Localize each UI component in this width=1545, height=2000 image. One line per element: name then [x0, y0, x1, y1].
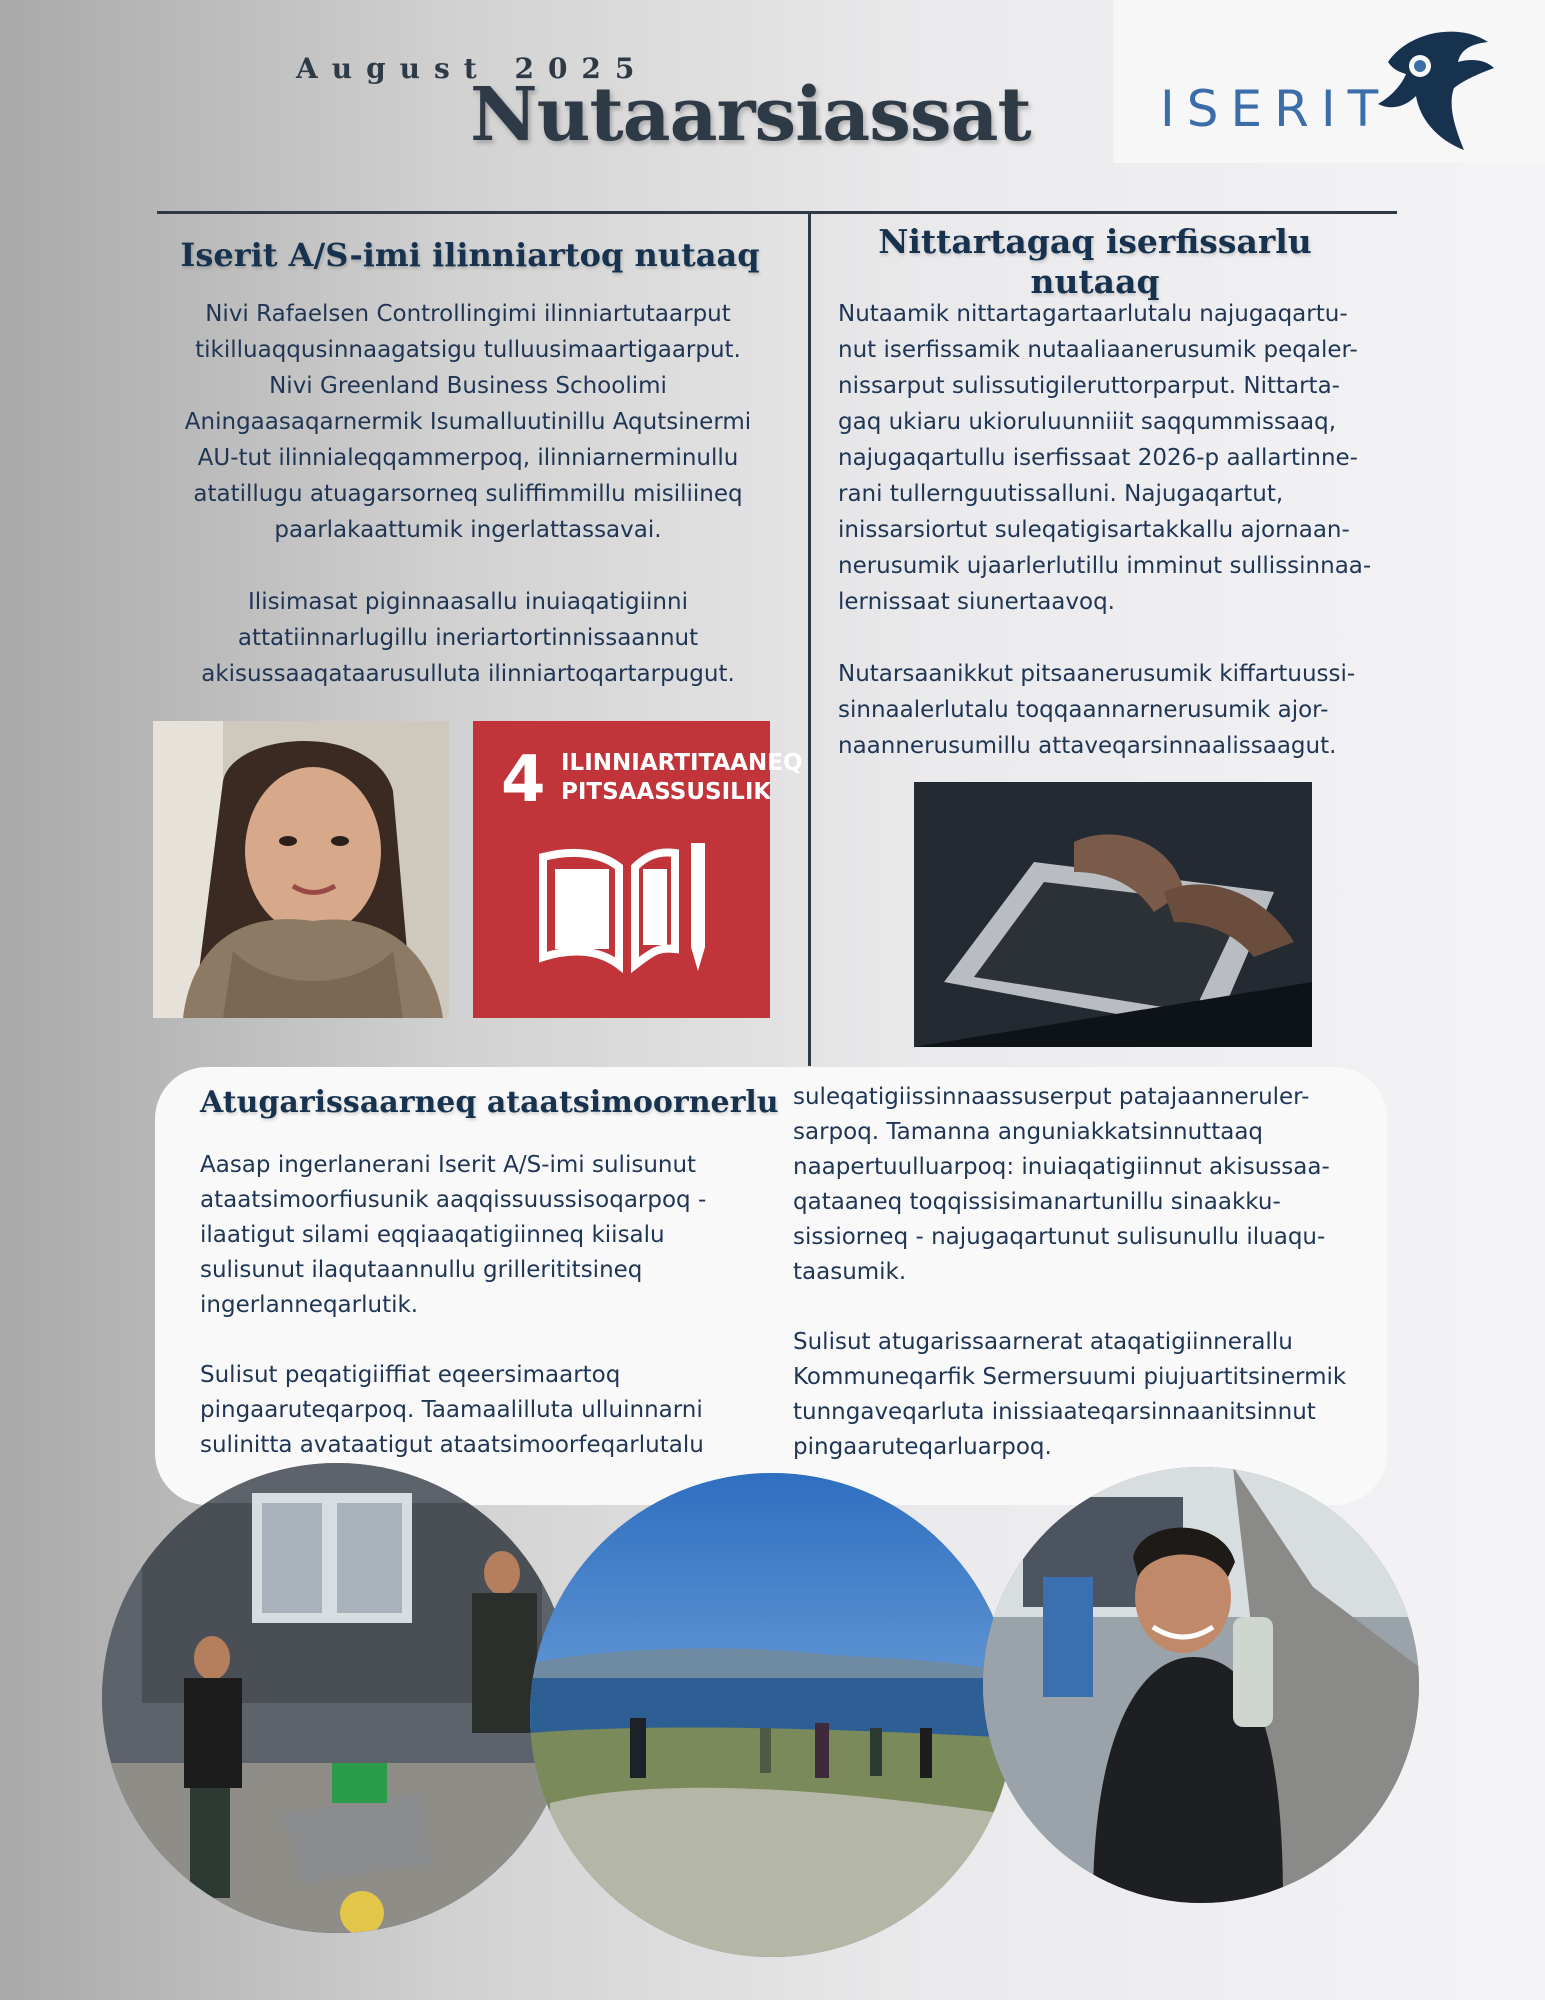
right-article-heading: Nittartagaq iserfissarlu nutaaq [878, 222, 1312, 301]
column-divider [808, 214, 811, 1066]
bottom-article-body-right: suleqatigiissinnaassuserput patajaanneruler- sarpoq. Tamanna anguniakkatsinnuttaaq naapertuulluarpoq: inuiaqatigiinnut akisussaa- qataaneq toqqissisimanartunillu sinaakku- sissiorneq - najugaqartunut sulisunullu iluaqu- taasumik. Sulisut atugarissaarnerat ataqatigiinnerallu Kommuneqarfik Sermersuumi piujuartitsinermik tunngaveqarluta inissiaateqarsinnaanitsinnut pingaaruteqarluarpoq. [793, 1084, 1347, 1460]
sdg-number: 4 [501, 743, 546, 817]
coast-group-illustration [530, 1473, 1014, 1957]
issue-date: August 2025 [296, 52, 649, 85]
portrait-illustration [153, 721, 449, 1018]
laptop-typing-photo [914, 782, 1312, 1047]
cleanup-photo-2 [530, 1473, 1014, 1957]
bottom-article-heading: Atugarissaarneq ataatsimoornerlu [200, 1085, 779, 1120]
laptop-illustration [914, 782, 1312, 1047]
cleanup-photo-3 [983, 1467, 1419, 1903]
book-pencil-icon [535, 839, 715, 979]
cleanup-photo-1 [102, 1463, 572, 1933]
workers-wheelbarrow-illustration [102, 1463, 572, 1933]
left-article-heading: Iserit A/S-imi ilinniartoq nutaaq [180, 236, 760, 274]
newsletter-title: Nutaarsiassat [470, 72, 1031, 158]
right-article-body: Nutaamik nittartagartaarlutalu najugaqartu- nut iserfissamik nutaaliaanerusumik peqaler- nissarput sulissutigileruttorparput. Nittarta- gaq ukiaru ukioruluunniiit saqqummissaaq, najugaqartullu iserfissaat 2026-p aallartinne- rani tullernguutissalluni. Najugaqartut, inissarsiortut suleqatigisartakkallu ajornaan- nerusumik ujaarlerlutillu imminut sullissinnaa- lernissaat siunertaavoq. Nutarsaanikkut pitsaanerusumik kiffartuussi- sinnaalerlutalu toqqaannarnerusumik ajor- naannerusumillu attaveqarsinnaalissaagut. [838, 301, 1372, 759]
top-rule [157, 211, 1397, 214]
logo-wordmark: ISERIT [1160, 80, 1391, 138]
student-portrait-photo [153, 721, 449, 1018]
iserit-logo-icon [1368, 22, 1498, 154]
sdg-goal-4-tile [473, 721, 803, 1018]
left-article-body: Nivi Rafaelsen Controllingimi ilinniartutaarput tikilluaqqusinnaagatsigu tulluusimaartigaarput. Nivi Greenland Business Schoolimi Aningaasaqarnermik Isumalluutinillu Aqutsinermi AU-tut ilinnialeqqammerpoq, ilinniarnerminullu atatillugu atuagarsorneq suliffimmillu misiliineq paarlakaattumik ingerlattassavai. Ilisimasat piginnaasallu inuiaqatigiinni attatiinnarlugillu ineriartortinnissaannut akisussaaqataarusulluta ilinniartoqartarpugut. [184, 301, 752, 687]
sdg-label: ILINNIARTITAANEQ PITSAASSUSILIK [561, 750, 803, 805]
woman-collecting-illustration [983, 1467, 1419, 1903]
bottom-article-body-left: Aasap ingerlanerani Iserit A/S-imi sulisunut ataatsimoorfiusunik aaqqissuussisoqarpoq - ilaatigut silami eqqiaaqatigiinneq kiisalu sulisunut ilaqutaannullu grillerititsineq ingerlanneqarlutik. Sulisut peqatigiiffiat eqeersimaartoq pingaaruteqarpoq. Taamaalilluta ulluinnarni sulinitta avataatigut ataatsimoorfeqarlutalu [200, 1152, 707, 1458]
